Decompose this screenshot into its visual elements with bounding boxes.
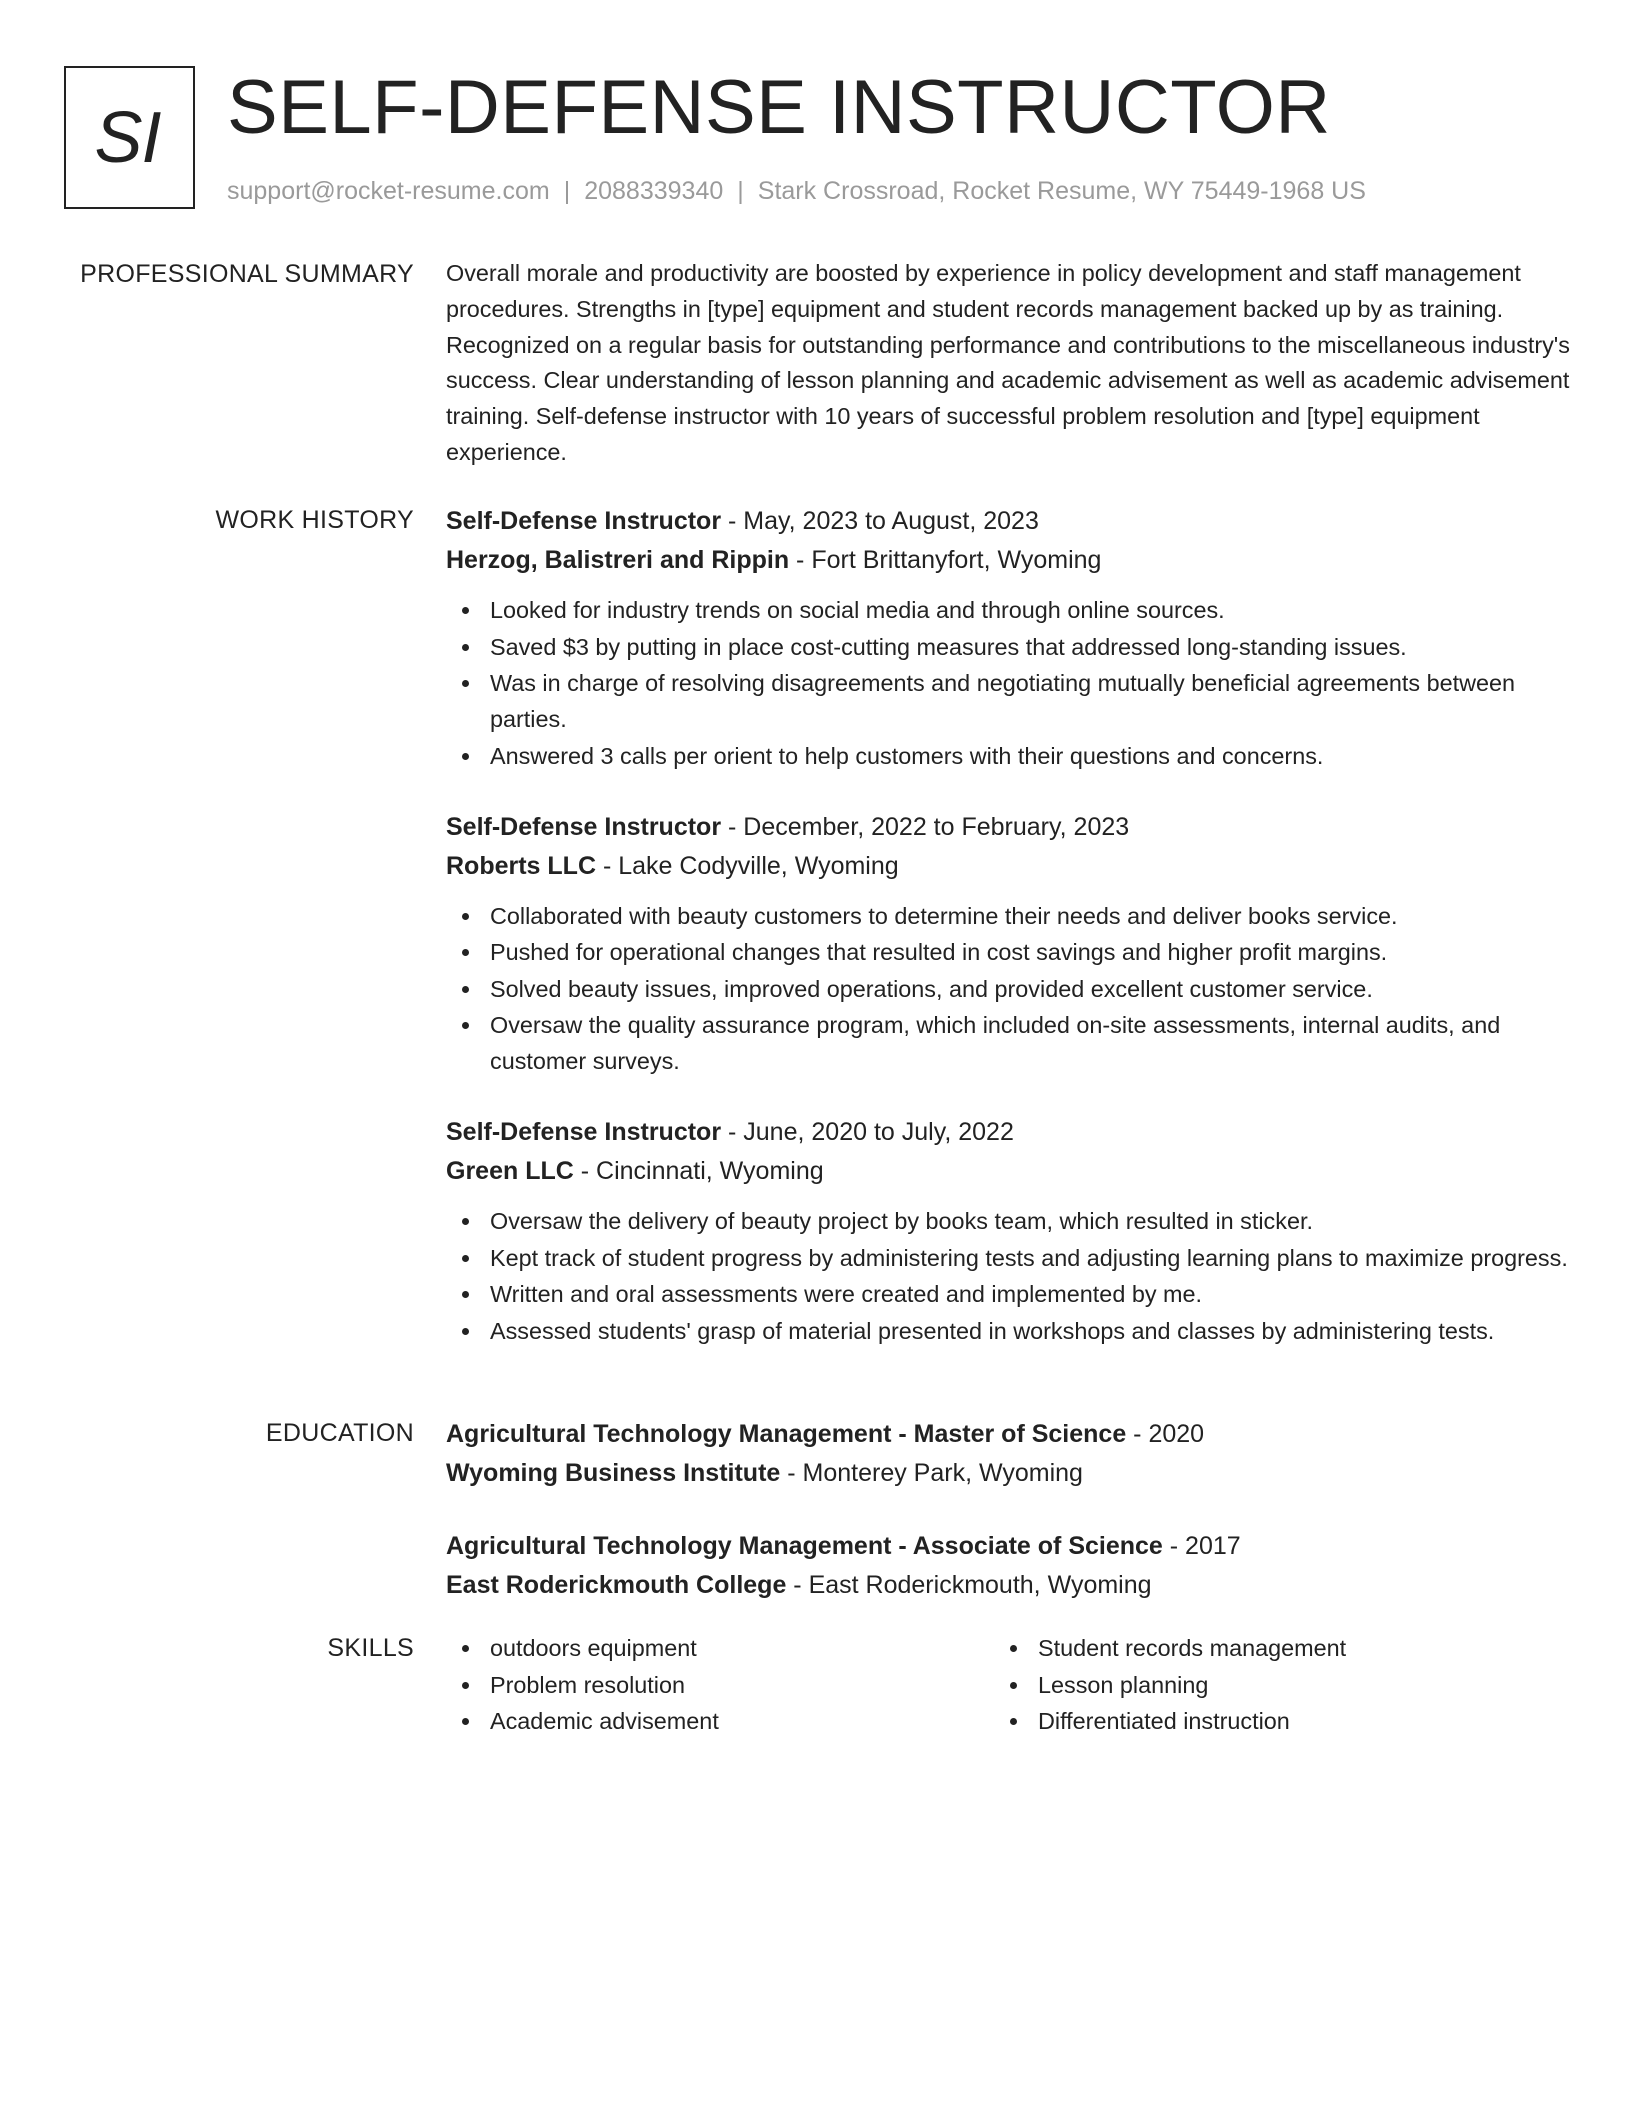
skill-item: Academic advisement bbox=[446, 1703, 994, 1739]
education-school: East Roderickmouth College bbox=[446, 1571, 787, 1599]
summary-text: Overall morale and productivity are boosted by experience in policy development and staff management procedures. Strengths in [type] equipment and student records management backed up by as training. Recognized on a regular basis for outstanding performance and contributions to the miscellaneous industry's success. Clear understanding of lesson planning and academic advisement as well as academic advisement training. Self-defense instructor with 10 years of successful problem resolution and [type] equipment experience. bbox=[446, 260, 1570, 465]
job-bullets bbox=[446, 898, 1576, 1080]
contact-phone: 2088339340 bbox=[584, 177, 724, 205]
skills-list-left bbox=[446, 1630, 994, 1740]
skill-item: Student records management bbox=[994, 1630, 1542, 1666]
section-label-work-history: WORK HISTORY bbox=[215, 506, 414, 534]
education-degree: Agricultural Technology Management - Associate of Science bbox=[446, 1532, 1163, 1560]
job-company-line bbox=[446, 847, 1576, 886]
education-year: - 2017 bbox=[1162, 1532, 1241, 1560]
education-year: - 2020 bbox=[1126, 1420, 1205, 1448]
skills-grid bbox=[446, 1630, 1576, 1740]
job-bullet: Oversaw the quality assurance program, which included on-site assessments, internal audits, and customer surveys. bbox=[446, 1007, 1576, 1079]
job-location: - Lake Codyville, Wyoming bbox=[596, 851, 899, 880]
job-company-line bbox=[446, 541, 1576, 580]
job-dates: - December, 2022 to February, 2023 bbox=[721, 812, 1130, 841]
job-bullet: Looked for industry trends on social media and through online sources. bbox=[446, 592, 1576, 628]
education-school-line bbox=[446, 1454, 1576, 1493]
education-location: - Monterey Park, Wyoming bbox=[780, 1459, 1083, 1487]
education-degree-line bbox=[446, 1415, 1576, 1454]
contact-line bbox=[227, 174, 1366, 208]
skills-list-right bbox=[994, 1630, 1542, 1740]
job-bullet: Answered 3 calls per orient to help customers with their questions and concerns. bbox=[446, 738, 1576, 774]
section-label-summary: PROFESSIONAL SUMMARY bbox=[80, 260, 414, 288]
education-degree: Agricultural Technology Management - Master of Science bbox=[446, 1420, 1127, 1448]
work-history-body bbox=[446, 502, 1576, 1383]
resume-name: SELF-DEFENSE INSTRUCTOR bbox=[227, 65, 1331, 150]
education-body bbox=[446, 1415, 1576, 1639]
education-entry bbox=[446, 1415, 1576, 1493]
job-bullet: Kept track of student progress by administering tests and adjusting learning plans to maximize progress. bbox=[446, 1240, 1576, 1276]
skill-item: outdoors equipment bbox=[446, 1630, 994, 1666]
job-bullets bbox=[446, 1203, 1576, 1349]
job-bullet: Collaborated with beauty customers to determine their needs and deliver books service. bbox=[446, 898, 1576, 934]
education-entry bbox=[446, 1527, 1576, 1605]
contact-email: support@rocket-resume.com bbox=[227, 177, 550, 205]
job-bullet: Written and oral assessments were created and implemented by me. bbox=[446, 1276, 1576, 1312]
job-company: Herzog, Balistreri and Rippin bbox=[446, 546, 790, 574]
job-title-line bbox=[446, 502, 1576, 541]
job-bullet: Solved beauty issues, improved operations, and provided excellent customer service. bbox=[446, 971, 1576, 1007]
job-company: Roberts LLC bbox=[446, 851, 596, 880]
job-bullet: Oversaw the delivery of beauty project by books team, which resulted in sticker. bbox=[446, 1203, 1576, 1239]
job-company-line bbox=[446, 1152, 1576, 1191]
job-bullet: Pushed for operational changes that resulted in cost savings and higher profit margins. bbox=[446, 934, 1576, 970]
section-label-education: EDUCATION bbox=[265, 1419, 414, 1447]
contact-separator: | bbox=[563, 177, 571, 205]
job-entry bbox=[446, 502, 1576, 774]
education-school: Wyoming Business Institute bbox=[446, 1459, 781, 1487]
job-company: Green LLC bbox=[446, 1157, 574, 1185]
monogram-badge bbox=[64, 66, 195, 209]
job-title: Self-Defense Instructor bbox=[446, 507, 722, 535]
job-entry bbox=[446, 808, 1576, 1080]
job-bullet: Assessed students' grasp of material presented in workshops and classes by administering tests. bbox=[446, 1313, 1576, 1349]
skills-body bbox=[446, 1630, 1576, 1740]
section-label-skills: SKILLS bbox=[327, 1634, 414, 1662]
job-dates: - May, 2023 to August, 2023 bbox=[721, 507, 1039, 535]
education-school-line bbox=[446, 1566, 1576, 1605]
skill-item: Problem resolution bbox=[446, 1667, 994, 1703]
job-title: Self-Defense Instructor bbox=[446, 812, 722, 841]
contact-address: Stark Crossroad, Rocket Resume, WY 75449-1968 US bbox=[757, 177, 1366, 205]
education-degree-line bbox=[446, 1527, 1576, 1566]
job-title-line bbox=[446, 1113, 1576, 1152]
monogram-text: SI bbox=[94, 97, 161, 178]
job-title-line bbox=[446, 808, 1576, 847]
skill-item: Differentiated instruction bbox=[994, 1703, 1542, 1739]
education-location: - East Roderickmouth, Wyoming bbox=[786, 1571, 1152, 1599]
job-bullets bbox=[446, 592, 1576, 774]
job-bullet: Was in charge of resolving disagreements and negotiating mutually beneficial agreements between parties. bbox=[446, 665, 1576, 737]
contact-separator: | bbox=[737, 177, 744, 205]
job-location: - Cincinnati, Wyoming bbox=[573, 1157, 824, 1185]
job-dates: - June, 2020 to July, 2022 bbox=[721, 1118, 1014, 1146]
resume-header bbox=[64, 66, 1584, 210]
job-bullet: Saved $3 by putting in place cost-cutting measures that addressed long-standing issues. bbox=[446, 629, 1576, 665]
job-entry bbox=[446, 1113, 1576, 1349]
job-location: - Fort Brittanyfort, Wyoming bbox=[789, 546, 1102, 574]
skill-item: Lesson planning bbox=[994, 1667, 1542, 1703]
job-title: Self-Defense Instructor bbox=[446, 1118, 722, 1146]
